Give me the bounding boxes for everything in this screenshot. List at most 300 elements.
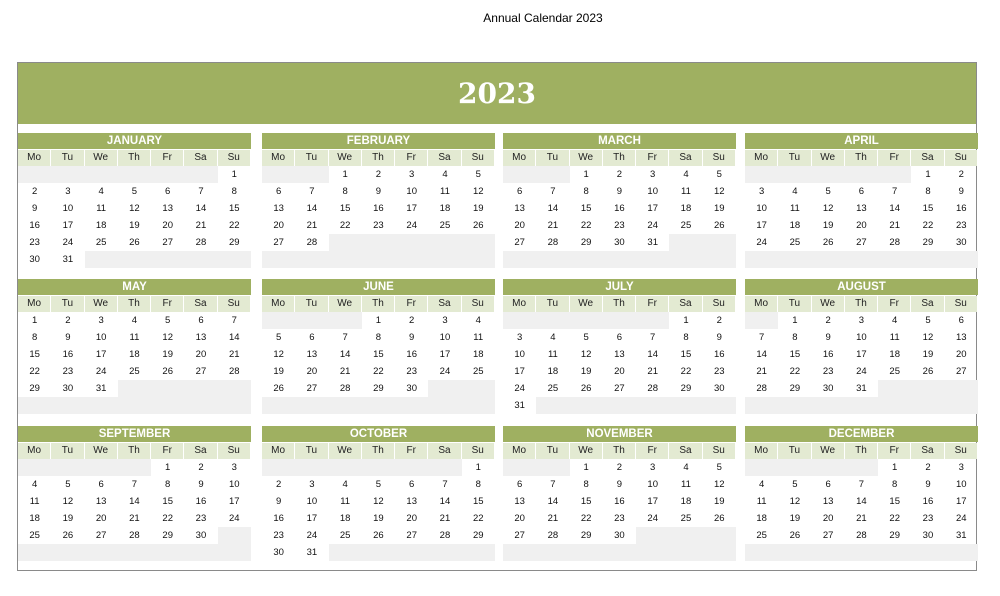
day-cell: 4 [31, 479, 38, 490]
blank-day-cell [262, 251, 295, 268]
day-cell: 24 [439, 366, 451, 377]
day-cell: 14 [439, 496, 451, 507]
weekday-label: Su [703, 150, 736, 166]
blank-day-cell [536, 166, 569, 183]
day-cell: 18 [889, 349, 900, 360]
day-cell: 17 [62, 220, 74, 231]
weekday-label: Tu [778, 150, 811, 166]
day-cell: 14 [547, 203, 559, 214]
blank-day-cell [878, 397, 911, 414]
blank-day-cell [636, 397, 669, 414]
blank-day-cell [295, 312, 328, 329]
day-cell: 7 [650, 332, 656, 343]
month-december [745, 426, 978, 561]
blank-day-cell [945, 397, 978, 414]
day-cell: 24 [306, 530, 318, 541]
day-cell: 10 [439, 332, 451, 343]
day-grid [262, 312, 495, 414]
month-april [745, 133, 978, 268]
weekday-label: Fr [878, 150, 911, 166]
day-cell: 25 [472, 366, 484, 377]
blank-day-cell [151, 544, 184, 561]
day-cell: 2 [31, 186, 38, 197]
day-cell: 29 [162, 530, 173, 541]
weekday-label: Tu [295, 443, 328, 459]
blank-day-cell [669, 234, 702, 251]
day-cell: 10 [306, 496, 318, 507]
day-cell: 3 [65, 186, 71, 197]
blank-day-cell [295, 459, 328, 476]
weekday-label: Sa [428, 150, 461, 166]
day-cell: 25 [889, 366, 900, 377]
day-cell: 12 [580, 349, 592, 360]
day-cell: 26 [713, 220, 725, 231]
blank-day-cell [329, 251, 362, 268]
day-cell: 9 [716, 332, 722, 343]
weekday-label: Fr [636, 296, 669, 312]
day-cell: 12 [789, 496, 801, 507]
day-cell: 15 [29, 349, 40, 360]
blank-day-cell [329, 397, 362, 414]
blank-day-cell [262, 459, 295, 476]
day-cell: 11 [547, 349, 558, 360]
day-cell: 24 [406, 220, 417, 231]
day-cell: 24 [647, 513, 658, 524]
month-february [262, 133, 495, 268]
blank-day-cell [184, 251, 217, 268]
blank-day-cell [329, 459, 362, 476]
blank-day-cell [845, 544, 878, 561]
day-cell: 6 [309, 332, 315, 343]
weekday-label: We [329, 443, 362, 459]
blank-day-cell [703, 251, 736, 268]
day-cell: 13 [195, 332, 207, 343]
day-cell: 18 [29, 513, 40, 524]
blank-day-cell [812, 397, 845, 414]
blank-day-cell [462, 251, 495, 268]
day-cell: 16 [614, 496, 625, 507]
day-cell: 7 [442, 479, 448, 490]
weekday-label: Sa [669, 296, 702, 312]
day-cell: 3 [958, 462, 964, 473]
weekday-label: Th [118, 296, 151, 312]
blank-day-cell [428, 544, 461, 561]
day-cell: 15 [339, 203, 351, 214]
day-cell: 6 [409, 479, 415, 490]
day-cell: 16 [614, 203, 625, 214]
day-cell: 19 [822, 220, 834, 231]
day-cell: 8 [583, 186, 589, 197]
weekday-label: Mo [745, 443, 778, 459]
day-cell: 5 [925, 315, 931, 326]
day-cell: 13 [273, 203, 284, 214]
day-cell: 28 [756, 383, 767, 394]
day-cell: 18 [680, 496, 692, 507]
blank-day-cell [878, 251, 911, 268]
day-cell: 7 [231, 315, 237, 326]
day-cell: 15 [228, 203, 240, 214]
day-cell: 29 [922, 237, 934, 248]
blank-day-cell [18, 544, 51, 561]
weekday-row [18, 296, 251, 312]
day-cell: 24 [955, 513, 967, 524]
day-grid [18, 312, 251, 414]
day-cell: 29 [580, 237, 592, 248]
day-cell: 4 [342, 479, 348, 490]
day-cell: 21 [129, 513, 140, 524]
day-cell: 23 [62, 366, 74, 377]
day-cell: 12 [922, 332, 934, 343]
day-cell: 9 [65, 332, 71, 343]
weekday-label: We [570, 443, 603, 459]
weekday-label: We [812, 150, 845, 166]
day-cell: 14 [339, 349, 351, 360]
day-cell: 28 [647, 383, 658, 394]
weekday-label: Sa [669, 150, 702, 166]
day-cell: 27 [614, 383, 625, 394]
blank-day-cell [329, 544, 362, 561]
blank-day-cell [778, 251, 811, 268]
month-august [745, 279, 978, 414]
weekday-label: Su [462, 150, 495, 166]
day-cell: 7 [198, 186, 204, 197]
day-cell: 15 [922, 203, 934, 214]
day-cell: 20 [856, 220, 867, 231]
day-cell: 18 [789, 220, 801, 231]
weekday-row [262, 296, 495, 312]
blank-day-cell [51, 459, 84, 476]
day-cell: 30 [62, 383, 74, 394]
day-cell: 29 [889, 530, 900, 541]
month-november [503, 426, 736, 561]
day-cell: 20 [195, 349, 207, 360]
month-march [503, 133, 736, 268]
day-cell: 28 [889, 237, 900, 248]
blank-day-cell [911, 397, 944, 414]
month-header: FEBRUARY [262, 133, 495, 149]
day-cell: 15 [580, 496, 592, 507]
day-cell: 26 [472, 220, 484, 231]
day-cell: 10 [228, 479, 240, 490]
day-cell: 3 [409, 169, 415, 180]
weekday-label: We [570, 296, 603, 312]
weekday-row [18, 150, 251, 166]
day-cell: 27 [955, 366, 967, 377]
weekday-label: Tu [778, 443, 811, 459]
day-cell: 25 [339, 530, 351, 541]
day-cell: 22 [680, 366, 692, 377]
blank-day-cell [218, 251, 251, 268]
day-cell: 24 [62, 237, 74, 248]
blank-day-cell [503, 459, 536, 476]
day-cell: 6 [958, 315, 964, 326]
day-cell: 25 [95, 237, 107, 248]
day-cell: 19 [789, 513, 801, 524]
month-september [18, 426, 251, 561]
day-cell: 28 [306, 237, 318, 248]
blank-day-cell [812, 544, 845, 561]
day-cell: 30 [29, 254, 40, 265]
weekday-label: Fr [636, 443, 669, 459]
day-cell: 20 [95, 513, 107, 524]
weekday-label: Su [218, 150, 251, 166]
blank-day-cell [151, 397, 184, 414]
day-cell: 26 [62, 530, 74, 541]
day-cell: 6 [165, 186, 171, 197]
day-cell: 1 [231, 169, 237, 180]
blank-day-cell [745, 166, 778, 183]
blank-day-cell [151, 380, 184, 397]
blank-day-cell [911, 544, 944, 561]
month-may [18, 279, 251, 414]
day-cell: 3 [516, 332, 523, 343]
day-cell: 25 [756, 530, 767, 541]
blank-day-cell [745, 459, 778, 476]
day-cell: 14 [129, 496, 140, 507]
day-cell: 23 [614, 220, 625, 231]
day-cell: 30 [614, 530, 625, 541]
day-cell: 20 [514, 220, 525, 231]
day-cell: 9 [616, 479, 623, 490]
day-cell: 22 [162, 513, 173, 524]
blank-day-cell [85, 166, 118, 183]
day-cell: 26 [789, 530, 801, 541]
day-cell: 19 [472, 203, 484, 214]
day-cell: 22 [922, 220, 934, 231]
day-cell: 6 [516, 186, 523, 197]
blank-day-cell [51, 397, 84, 414]
day-grid [18, 459, 251, 561]
day-cell: 26 [273, 383, 284, 394]
weekday-label: Sa [911, 296, 944, 312]
day-cell: 17 [95, 349, 107, 360]
blank-day-cell [151, 251, 184, 268]
day-cell: 8 [792, 332, 798, 343]
day-cell: 31 [647, 237, 658, 248]
blank-day-cell [18, 397, 51, 414]
day-cell: 26 [373, 530, 384, 541]
blank-day-cell [462, 380, 495, 397]
day-cell: 12 [162, 332, 173, 343]
month-header: MAY [18, 279, 251, 295]
blank-day-cell [570, 312, 603, 329]
day-cell: 4 [475, 315, 481, 326]
blank-day-cell [118, 397, 151, 414]
day-cell: 17 [514, 366, 525, 377]
day-cell: 29 [228, 237, 240, 248]
day-cell: 13 [514, 203, 525, 214]
weekday-label: Su [945, 443, 978, 459]
day-cell: 10 [955, 479, 967, 490]
blank-day-cell [462, 234, 495, 251]
day-cell: 13 [306, 349, 318, 360]
blank-day-cell [603, 312, 636, 329]
blank-day-cell [703, 234, 736, 251]
day-cell: 6 [516, 479, 523, 490]
weekday-label: Fr [151, 443, 184, 459]
blank-day-cell [262, 397, 295, 414]
blank-day-cell [295, 397, 328, 414]
day-cell: 23 [922, 513, 934, 524]
weekday-label: Mo [503, 443, 536, 459]
blank-day-cell [51, 166, 84, 183]
day-cell: 24 [647, 220, 658, 231]
day-cell: 26 [822, 237, 834, 248]
day-cell: 5 [825, 186, 831, 197]
blank-day-cell [503, 251, 536, 268]
weekday-label: We [812, 443, 845, 459]
day-cell: 28 [856, 530, 867, 541]
weekday-label: Fr [636, 150, 669, 166]
day-cell: 2 [275, 479, 282, 490]
month-header: NOVEMBER [503, 426, 736, 442]
day-cell: 26 [580, 383, 592, 394]
day-cell: 6 [825, 479, 831, 490]
day-cell: 7 [550, 186, 556, 197]
day-cell: 26 [922, 366, 934, 377]
day-cell: 5 [583, 332, 589, 343]
day-cell: 16 [273, 513, 284, 524]
day-cell: 25 [547, 383, 559, 394]
month-july [503, 279, 736, 414]
blank-day-cell [570, 397, 603, 414]
blank-day-cell [218, 544, 251, 561]
day-cell: 26 [162, 366, 173, 377]
weekday-label: We [812, 296, 845, 312]
day-cell: 21 [889, 220, 900, 231]
month-june [262, 279, 495, 414]
day-cell: 6 [858, 186, 865, 197]
day-cell: 10 [647, 479, 658, 490]
day-cell: 24 [514, 383, 525, 394]
day-cell: 28 [547, 530, 559, 541]
day-cell: 24 [756, 237, 767, 248]
day-cell: 20 [162, 220, 173, 231]
blank-day-cell [118, 380, 151, 397]
day-grid [745, 312, 978, 414]
day-cell: 14 [228, 332, 240, 343]
blank-day-cell [603, 251, 636, 268]
day-cell: 5 [165, 315, 171, 326]
blank-day-cell [845, 251, 878, 268]
day-cell: 12 [62, 496, 74, 507]
day-cell: 25 [439, 220, 451, 231]
day-cell: 24 [95, 366, 107, 377]
weekday-row [503, 150, 736, 166]
blank-day-cell [262, 312, 295, 329]
day-cell: 15 [472, 496, 484, 507]
day-cell: 21 [647, 366, 658, 377]
day-cell: 2 [958, 169, 964, 180]
day-cell: 20 [406, 513, 417, 524]
day-cell: 30 [273, 547, 284, 558]
blank-day-cell [362, 459, 395, 476]
day-cell: 21 [228, 349, 240, 360]
blank-day-cell [85, 397, 118, 414]
day-cell: 25 [29, 530, 40, 541]
weekday-label: Tu [536, 150, 569, 166]
day-cell: 25 [680, 513, 692, 524]
day-cell: 16 [373, 203, 384, 214]
blank-day-cell [462, 397, 495, 414]
day-cell: 4 [792, 186, 798, 197]
day-cell: 23 [822, 366, 834, 377]
blank-day-cell [812, 459, 845, 476]
weekday-row [745, 150, 978, 166]
day-cell: 16 [822, 349, 834, 360]
blank-day-cell [118, 251, 151, 268]
day-cell: 28 [547, 237, 559, 248]
day-cell: 28 [195, 237, 207, 248]
month-header: APRIL [745, 133, 978, 149]
day-cell: 12 [129, 203, 140, 214]
day-cell: 10 [756, 203, 767, 214]
day-cell: 11 [129, 332, 140, 343]
day-cell: 31 [514, 400, 525, 411]
weekday-label: Th [362, 296, 395, 312]
day-cell: 7 [309, 186, 315, 197]
day-cell: 23 [195, 513, 207, 524]
day-cell: 23 [29, 237, 40, 248]
weekday-label: Fr [395, 150, 428, 166]
day-cell: 9 [616, 186, 623, 197]
blank-day-cell [295, 251, 328, 268]
weekday-label: Th [118, 443, 151, 459]
day-cell: 18 [129, 349, 140, 360]
blank-day-cell [603, 397, 636, 414]
day-cell: 11 [473, 332, 484, 343]
day-cell: 29 [373, 383, 384, 394]
month-header: MARCH [503, 133, 736, 149]
day-cell: 18 [339, 513, 351, 524]
day-cell: 13 [614, 349, 625, 360]
day-cell: 9 [925, 479, 931, 490]
day-cell: 12 [472, 186, 484, 197]
blank-day-cell [85, 459, 118, 476]
day-cell: 8 [231, 186, 237, 197]
day-cell: 6 [616, 332, 623, 343]
day-cell: 8 [475, 479, 481, 490]
blank-day-cell [85, 544, 118, 561]
blank-day-cell [778, 459, 811, 476]
day-cell: 22 [580, 220, 592, 231]
day-cell: 30 [614, 237, 625, 248]
day-cell: 16 [29, 220, 40, 231]
day-cell: 14 [647, 349, 658, 360]
day-cell: 8 [342, 186, 348, 197]
blank-day-cell [85, 251, 118, 268]
day-cell: 5 [65, 479, 71, 490]
day-cell: 3 [442, 315, 448, 326]
day-cell: 11 [96, 203, 107, 214]
day-grid [262, 459, 495, 561]
weekday-label: Mo [18, 443, 51, 459]
day-cell: 17 [306, 513, 318, 524]
day-cell: 1 [583, 462, 589, 473]
month-header: SEPTEMBER [18, 426, 251, 442]
day-cell: 25 [129, 366, 140, 377]
month-header: OCTOBER [262, 426, 495, 442]
day-cell: 20 [822, 513, 834, 524]
day-grid [503, 459, 736, 561]
day-cell: 30 [955, 237, 967, 248]
day-cell: 11 [756, 496, 767, 507]
day-cell: 21 [339, 366, 351, 377]
weekday-label: Tu [778, 296, 811, 312]
weekday-row [262, 443, 495, 459]
day-cell: 19 [580, 366, 592, 377]
blank-day-cell [118, 166, 151, 183]
